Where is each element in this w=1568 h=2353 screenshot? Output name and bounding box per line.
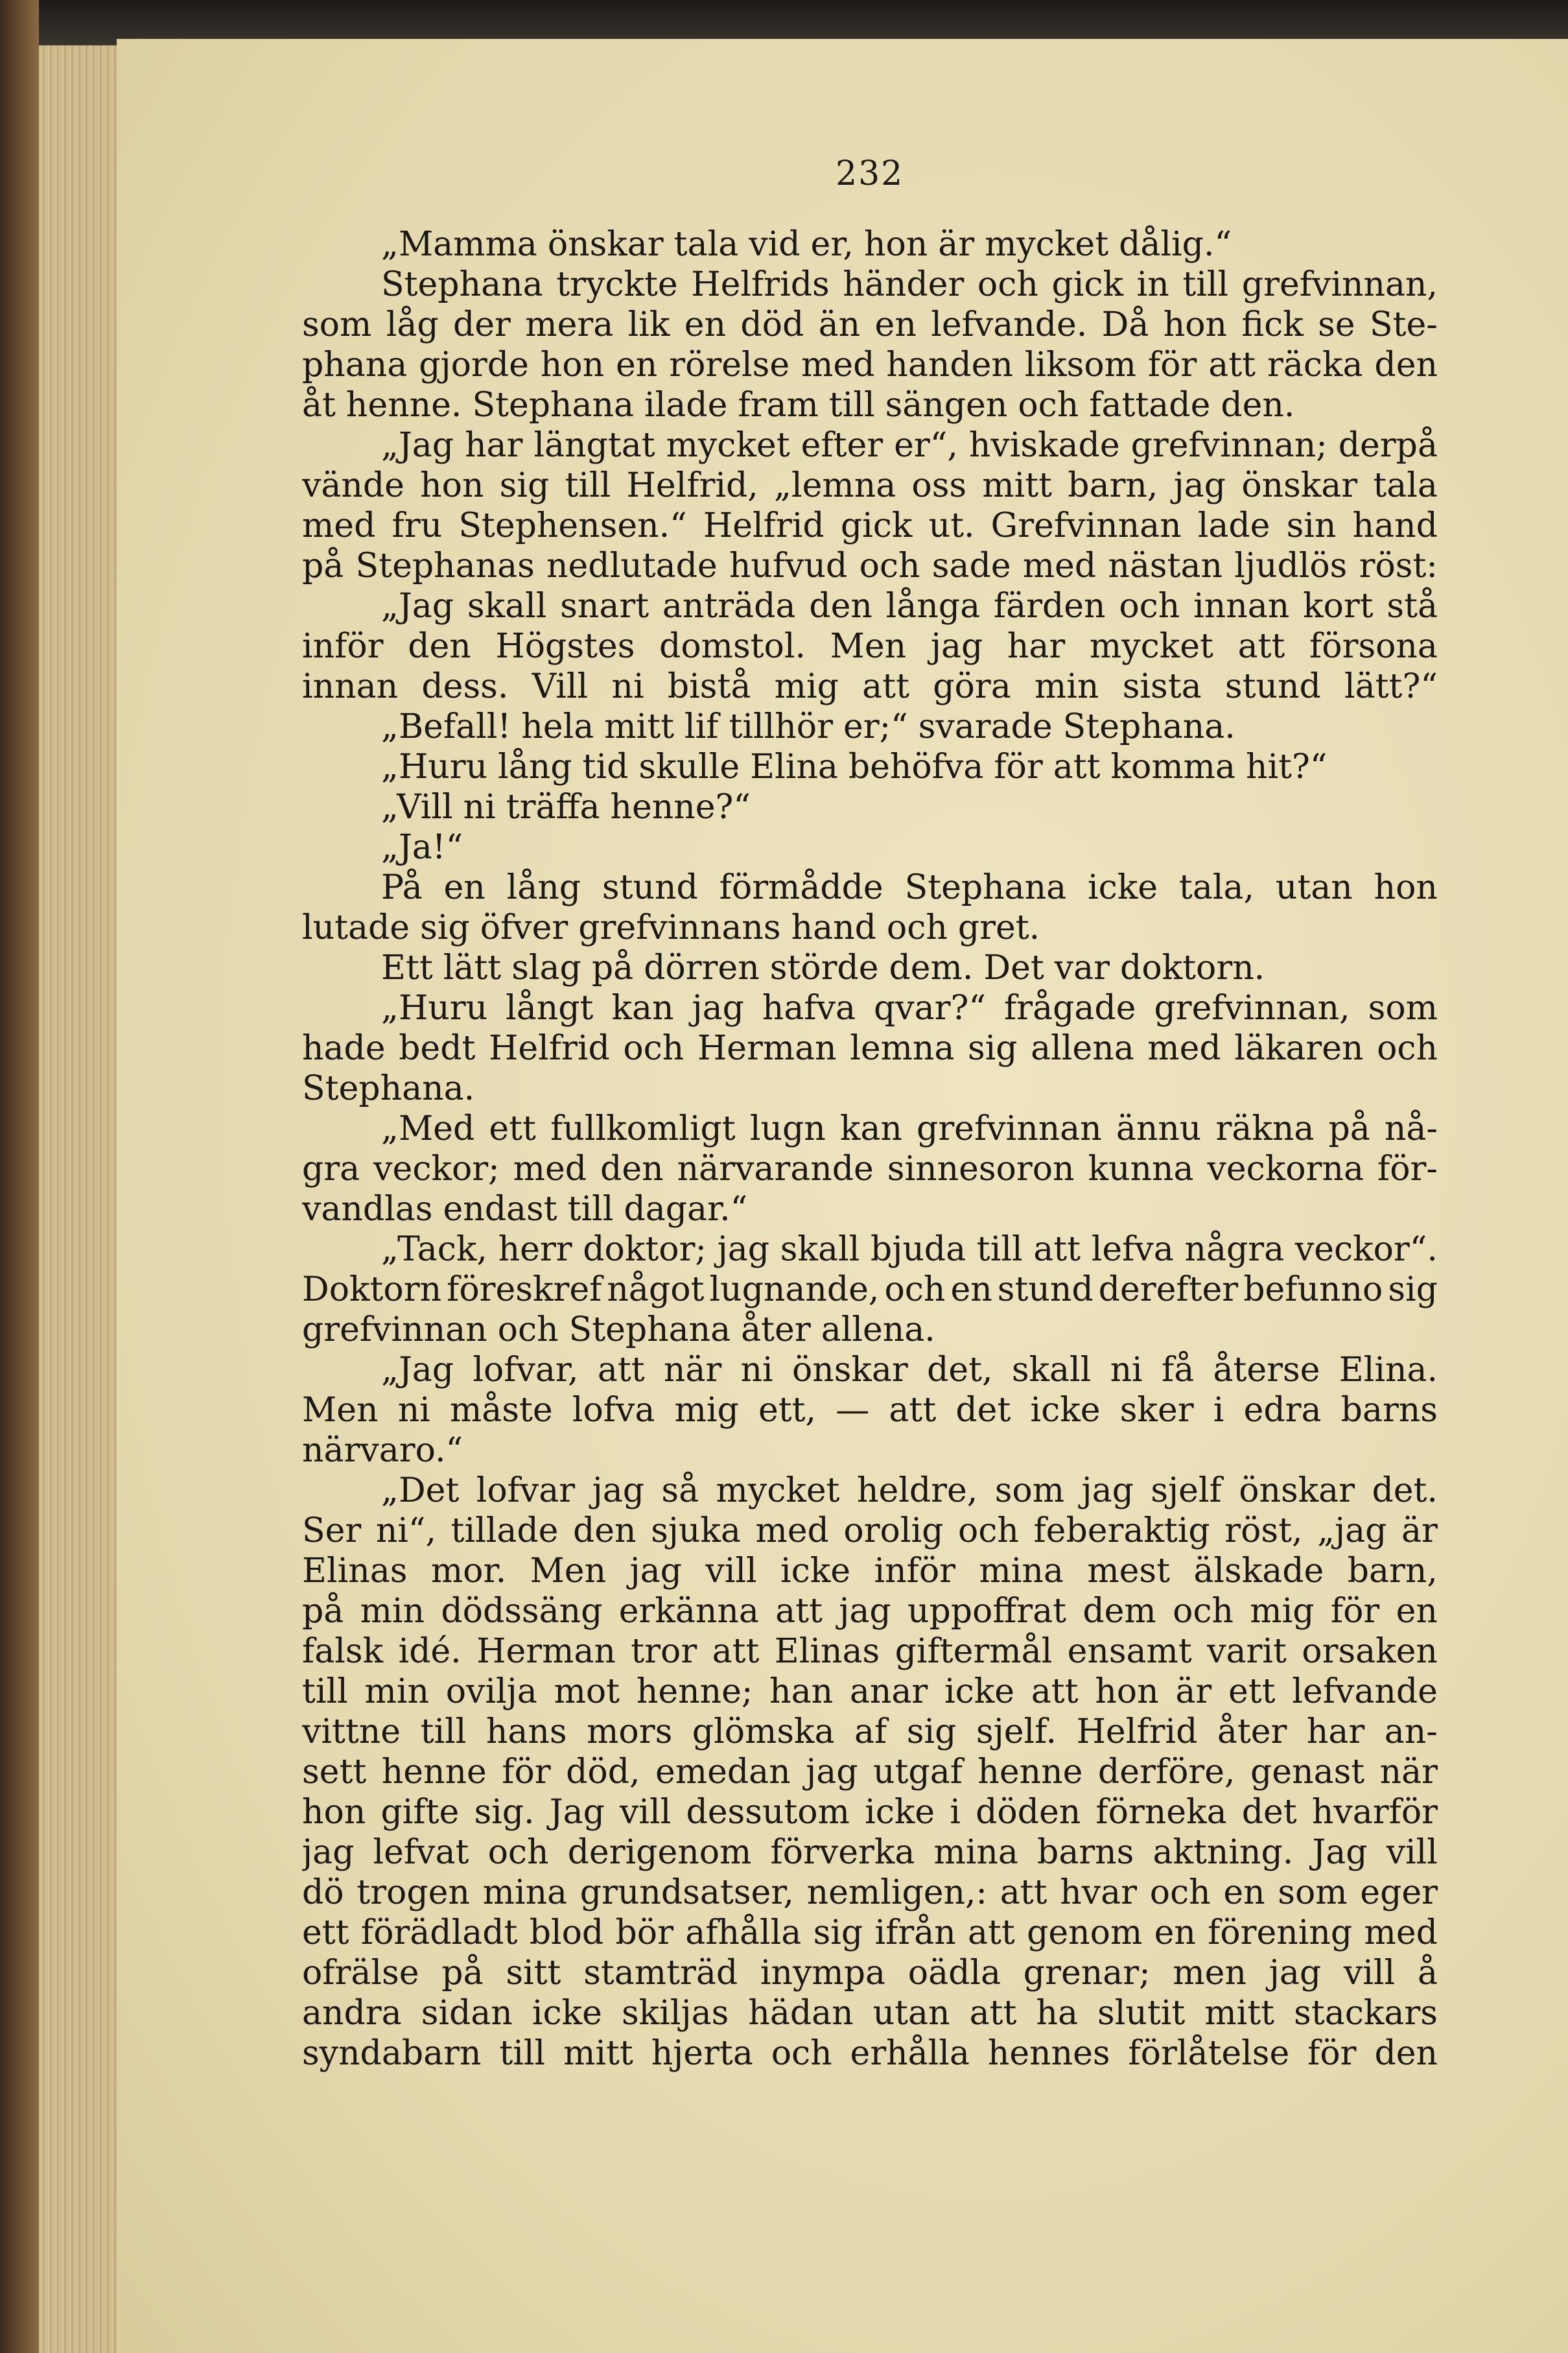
text-line: till min ovilja mot henne; han anar icke att hon är ett lefvande — [302, 1672, 1438, 1711]
text-line: på min dödssäng erkänna att jag uppoffrat dem och mig för en — [302, 1592, 1438, 1631]
text-line: „Tack, herr doktor; jag skall bjuda till att lefva några veckor“. — [381, 1230, 1438, 1269]
text-line: „Befall! hela mitt lif tillhör er;“ svarade Stephana. — [381, 707, 1235, 746]
text-line: „Jag lofvar, att när ni önskar det, skall ni få återse Elina. — [381, 1351, 1438, 1389]
text-line: inför den Högstes domstol. Men jag har mycket att försona — [302, 627, 1438, 666]
text-line: grefvinnan och Stephana åter allena. — [302, 1310, 935, 1349]
text-line: På en lång stund förmådde Stephana icke tala, utan hon — [381, 868, 1438, 907]
text-line: närvaro.“ — [302, 1431, 463, 1470]
text-line: „Mamma önskar tala vid er, hon är mycket dålig.“ — [381, 225, 1232, 264]
text-line: „Med ett fullkomligt lugn kan grefvinnan ännu räkna på nå- — [381, 1109, 1438, 1148]
text-line: Elinas mor. Men jag vill icke inför mina mest älskade barn, — [302, 1552, 1438, 1590]
text-line: gra veckor; med den närvarande sinnesoron kunna veckorna för- — [302, 1150, 1438, 1188]
text-line: Doktorn föreskref något lugnande, och en stund derefter befunno sig — [302, 1270, 1438, 1309]
text-line: med fru Stephensen.“ Helfrid gick ut. Grefvinnan lade sin hand — [302, 506, 1438, 545]
page-number: 232 — [836, 154, 904, 193]
text-line: „Det lofvar jag så mycket heldre, som jag sjelf önskar det. — [381, 1471, 1438, 1510]
text-line: dö trogen mina grundsatser, nemligen,: att hvar och en som eger — [302, 1873, 1438, 1912]
text-line: vittne till hans mors glömska af sig sjelf. Helfrid åter har an- — [302, 1712, 1438, 1751]
text-line: ett förädladt blod bör afhålla sig ifrån att genom en förening med — [302, 1913, 1438, 1952]
text-line: Stephana. — [302, 1069, 475, 1108]
text-line: ofrälse på sitt stamträd inympa oädla grenar; men jag vill å — [302, 1954, 1438, 1992]
text-line: vandlas endast till dagar.“ — [302, 1190, 748, 1229]
text-line: Stephana tryckte Helfrids händer och gick in till grefvinnan, — [381, 265, 1438, 304]
text-line: „Ja!“ — [381, 828, 463, 867]
text-line: falsk idé. Herman tror att Elinas giftermål ensamt varit orsaken — [302, 1632, 1438, 1671]
text-line: vände hon sig till Helfrid, „lemna oss mitt barn, jag önskar tala — [302, 466, 1438, 505]
text-line: på Stephanas nedlutade hufvud och sade med nästan ljudlös röst: — [302, 547, 1438, 585]
text-line: „Jag skall snart anträda den långa färden och innan kort stå — [381, 587, 1438, 626]
text-line: lutade sig öfver grefvinnans hand och gret. — [302, 908, 1040, 947]
text-line: phana gjorde hon en rörelse med handen liksom för att räcka den — [302, 346, 1438, 384]
text-line: åt henne. Stephana ilade fram till sängen och fattade den. — [302, 386, 1295, 425]
book-spine-edge — [0, 0, 39, 2353]
text-line: innan dess. Vill ni bistå mig att göra min sista stund lätt?“ — [302, 667, 1438, 706]
text-line: Men ni måste lofva mig ett, — att det icke sker i edra barns — [302, 1391, 1438, 1430]
text-line: hon gifte sig. Jag vill dessutom icke i döden förneka det hvarför — [302, 1793, 1438, 1832]
page-stack-edge — [39, 45, 130, 2353]
text-line: sett henne för död, emedan jag utgaf henne derföre, genast när — [302, 1753, 1438, 1791]
text-line: „Huru lång tid skulle Elina behöfva för att komma hit?“ — [381, 748, 1328, 786]
text-line: syndabarn till mitt hjerta och erhålla hennes förlåtelse för den — [302, 2034, 1438, 2073]
text-line: „Huru långt kan jag hafva qvar?“ frågade grefvinnan, som — [381, 989, 1438, 1028]
text-line: andra sidan icke skiljas hädan utan att ha slutit mitt stackars — [302, 1994, 1438, 2033]
text-line: Ett lätt slag på dörren störde dem. Det var doktorn. — [381, 949, 1265, 987]
text-line: som låg der mera lik en död än en lefvande. Då hon fick se Ste- — [302, 305, 1438, 344]
body-text — [302, 224, 1438, 2074]
text-line: jag lefvat och derigenom förverka mina barns aktning. Jag vill — [302, 1833, 1438, 1872]
text-line: „Jag har längtat mycket efter er“, hviskade grefvinnan; derpå — [381, 426, 1438, 465]
text-line: Ser ni“, tillade den sjuka med orolig och feberaktig röst, „jag är — [302, 1511, 1438, 1550]
text-line: hade bedt Helfrid och Herman lemna sig allena med läkaren och — [302, 1029, 1438, 1068]
text-line: „Vill ni träffa henne?“ — [381, 788, 751, 827]
